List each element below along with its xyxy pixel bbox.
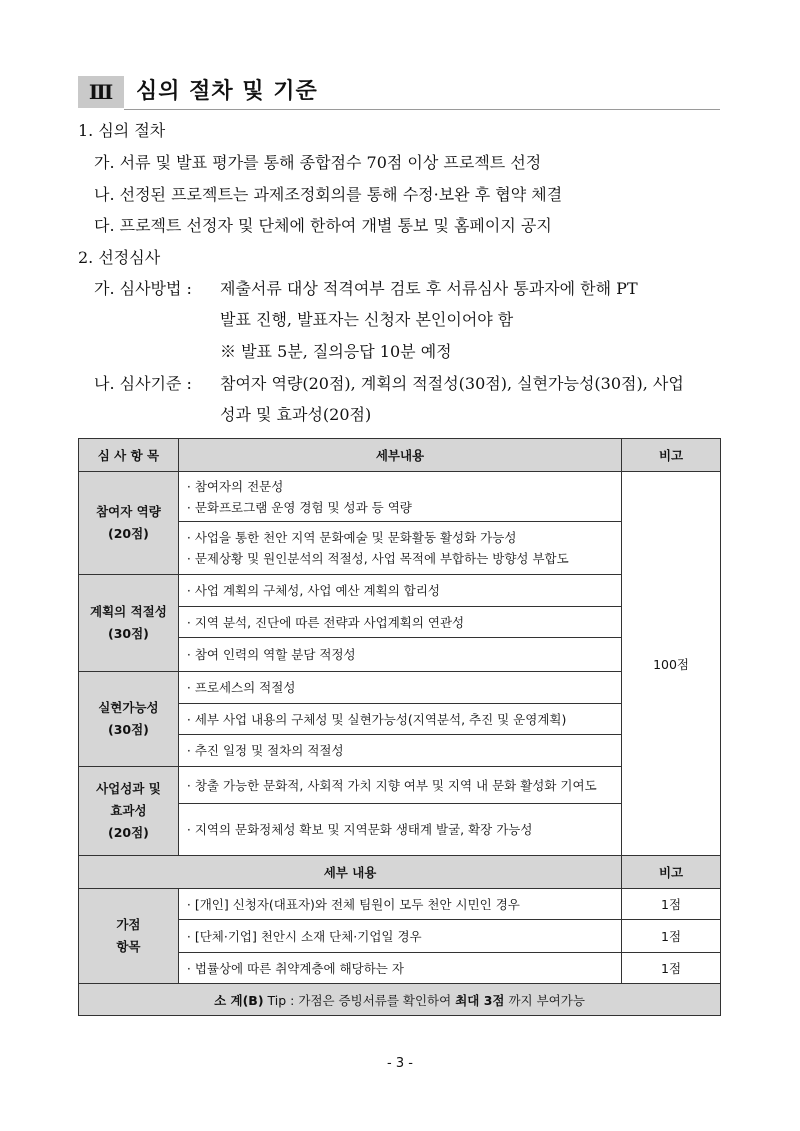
category-name: 항목 bbox=[116, 939, 141, 954]
page-number: - 3 - bbox=[387, 1056, 413, 1071]
category-name: 참여자 역량 bbox=[96, 504, 161, 519]
table-header-row bbox=[79, 439, 721, 472]
category-score: (30점) bbox=[107, 722, 149, 737]
heading-review-procedure: 1. 심의 절차 bbox=[78, 121, 166, 140]
subtotal-row bbox=[79, 984, 721, 1016]
detail-cell: · 지역의 문화정체성 확보 및 지역문화 생태계 발굴, 확장 가능성 bbox=[178, 804, 621, 856]
detail-text: · 사업을 통한 천안 지역 문화예술 및 문화활동 활성화 가능성 bbox=[186, 530, 517, 545]
bonus-detail: · [단체·기업] 천안시 소재 단체·기업일 경우 bbox=[178, 920, 621, 953]
heading-selection-review: 2. 선정심사 bbox=[78, 248, 161, 267]
method-text-cont: 발표 진행, 발표자는 신청자 본인이어야 함 bbox=[220, 310, 514, 329]
procedure-item: 나. 선정된 프로젝트는 과제조정회의를 통해 수정·보완 후 협약 체결 bbox=[94, 185, 563, 204]
criteria-line bbox=[94, 373, 684, 395]
detail-text: · 문화프로그램 운영 경험 및 성과 등 역량 bbox=[186, 499, 412, 515]
header-category: 심 사 항 목 bbox=[79, 439, 179, 472]
table-row bbox=[79, 889, 721, 920]
bonus-points: 1점 bbox=[622, 953, 721, 984]
detail-cell: · 추진 일정 및 절차의 적절성 bbox=[178, 735, 621, 767]
method-text: 제출서류 대상 적격여부 검토 후 서류심사 통과자에 한해 PT bbox=[220, 279, 638, 298]
procedure-item: 다. 프로젝트 선정자 및 단체에 한하여 개별 통보 및 홈페이지 공지 bbox=[94, 216, 552, 235]
bonus-detail: · [개인] 신청자(대표자)와 전체 팀원이 모두 천안 시민인 경우 bbox=[178, 889, 621, 920]
subtotal-label: 소 계(B) bbox=[214, 992, 264, 1008]
header-note: 비고 bbox=[622, 439, 721, 472]
category-name: 가점 bbox=[116, 917, 141, 932]
detail-cell: · 세부 사업 내용의 구체성 및 실현가능성(지역분석, 추진 및 운영계획) bbox=[178, 704, 621, 735]
bonus-points: 1점 bbox=[622, 889, 721, 920]
category-outcome bbox=[79, 767, 179, 856]
header-detail: 세부내용 bbox=[178, 439, 621, 472]
bonus-header-detail: 세부 내용 bbox=[79, 856, 622, 889]
bonus-detail: · 법률상에 따른 취약계층에 해당하는 자 bbox=[178, 953, 621, 984]
category-score: (20점) bbox=[107, 526, 149, 541]
detail-cell bbox=[178, 472, 621, 522]
criteria-text: 참여자 역량(20점), 계획의 적절성(30점), 실현가능성(30점), 사업 bbox=[220, 374, 684, 393]
section-underline bbox=[124, 109, 720, 110]
category-score: (20점) bbox=[107, 825, 149, 840]
detail-cell: · 지역 분석, 진단에 따른 전략과 사업계획의 연관성 bbox=[178, 607, 621, 638]
method-line bbox=[94, 278, 638, 300]
detail-cell: · 사업 계획의 구체성, 사업 예산 계획의 합리성 bbox=[178, 575, 621, 607]
total-score: 100점 bbox=[622, 472, 721, 856]
section-heading bbox=[78, 76, 720, 110]
criteria-label: 나. 심사기준 : bbox=[94, 374, 192, 393]
detail-cell bbox=[178, 522, 621, 575]
section-title: 심의 절차 및 기준 bbox=[136, 79, 318, 104]
category-plan bbox=[79, 575, 179, 672]
detail-cell: · 참여 인력의 역할 분담 적정성 bbox=[178, 638, 621, 672]
category-name: 효과성 bbox=[110, 803, 147, 818]
detail-text: · 참여자의 전문성 bbox=[186, 478, 284, 494]
method-note: ※ 발표 5분, 질의응답 10분 예정 bbox=[220, 342, 452, 361]
section-number: Ⅲ bbox=[78, 76, 124, 108]
category-name: 사업성과 및 bbox=[96, 781, 161, 796]
bonus-header-row bbox=[79, 856, 721, 889]
detail-text: · 문제상황 및 원인분석의 적절성, 사업 목적에 부합하는 방향성 부합도 bbox=[186, 551, 569, 566]
category-name: 실현가능성 bbox=[98, 700, 159, 715]
detail-cell: · 창출 가능한 문화적, 사회적 가치 지향 여부 및 지역 내 문화 활성화 기여도 bbox=[178, 767, 621, 804]
subtotal-cell bbox=[79, 984, 721, 1016]
bonus-header-note: 비고 bbox=[622, 856, 721, 889]
table-row bbox=[79, 472, 721, 522]
procedure-item: 가. 서류 및 발표 평가를 통해 종합점수 70점 이상 프로젝트 선정 bbox=[94, 153, 542, 172]
criteria-table bbox=[78, 438, 721, 1016]
subtotal-max: 최대 3점 bbox=[455, 992, 505, 1008]
criteria-text-cont: 성과 및 효과성(20점) bbox=[220, 405, 372, 424]
method-label: 가. 심사방법 : bbox=[94, 279, 192, 298]
detail-cell: · 프로세스의 적절성 bbox=[178, 672, 621, 704]
subtotal-tail: 까지 부여가능 bbox=[508, 992, 585, 1008]
category-participant bbox=[79, 472, 179, 575]
category-feasibility bbox=[79, 672, 179, 767]
category-score: (30점) bbox=[107, 626, 149, 641]
bonus-points: 1점 bbox=[622, 920, 721, 953]
category-name: 계획의 적절성 bbox=[90, 604, 167, 619]
subtotal-tip: Tip : 가점은 증빙서류를 확인하여 bbox=[267, 992, 452, 1008]
category-bonus bbox=[79, 889, 179, 984]
